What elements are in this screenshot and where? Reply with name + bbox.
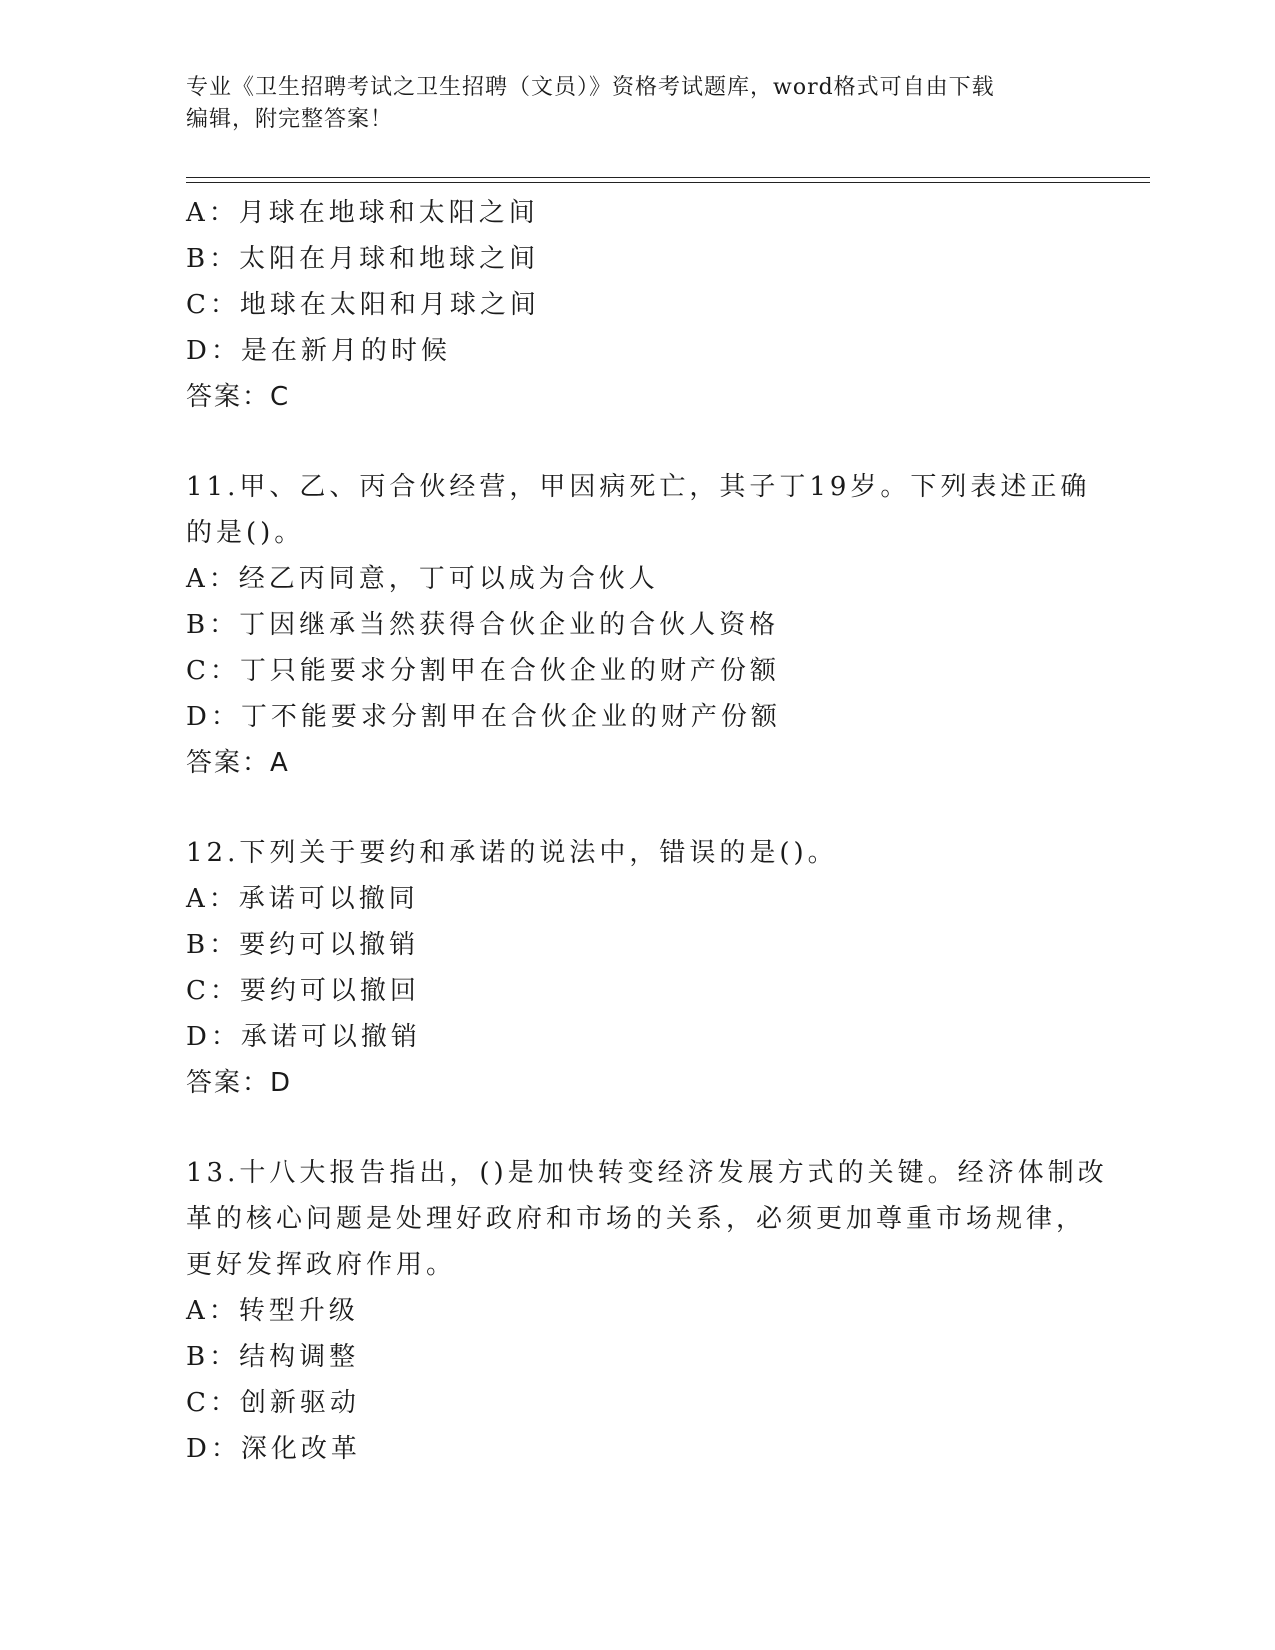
question-10	[186, 190, 1086, 420]
question-12	[186, 830, 1086, 1106]
option-d: D：是在新月的时候	[186, 336, 451, 366]
question-13	[186, 1150, 1108, 1472]
question-stem-continued: 更好发挥政府作用。	[186, 1250, 457, 1280]
document-header	[186, 72, 1086, 136]
question-spacer	[186, 420, 1086, 464]
option-c: C：丁只能要求分割甲在合伙企业的财产份额	[186, 656, 780, 686]
question-11	[186, 464, 1091, 786]
option-c: C：创新驱动	[186, 1388, 360, 1418]
option-a: A：经乙丙同意，丁可以成为合伙人	[186, 564, 659, 594]
option-d: D：深化改革	[186, 1434, 361, 1464]
question-spacer	[186, 786, 1086, 830]
answer-label: 答案：A	[186, 748, 290, 778]
answer-label: 答案：C	[186, 382, 291, 412]
question-spacer	[186, 1106, 1086, 1150]
option-a: A：月球在地球和太阳之间	[186, 198, 539, 228]
option-c: C：要约可以撤回	[186, 976, 420, 1006]
question-stem: 13.十八大报告指出，()是加快转变经济发展方式的关键。经济体制改	[186, 1158, 1108, 1188]
option-b: B：丁因继承当然获得合伙企业的合伙人资格	[186, 610, 780, 640]
question-stem-continued: 的是()。	[186, 518, 305, 548]
question-stem: 12.下列关于要约和承诺的说法中，错误的是()。	[186, 838, 838, 868]
option-d: D：丁不能要求分割甲在合伙企业的财产份额	[186, 702, 781, 732]
question-stem-continued: 革的核心问题是处理好政府和市场的关系，必须更加尊重市场规律，	[186, 1204, 1087, 1234]
option-b: B：结构调整	[186, 1342, 360, 1372]
question-stem: 11.甲、乙、丙合伙经营，甲因病死亡，其子丁19岁。下列表述正确	[186, 472, 1091, 502]
header-divider-bottom	[186, 182, 1150, 183]
question-list	[186, 190, 1108, 1472]
answer-label: 答案：D	[186, 1068, 293, 1098]
option-b: B：要约可以撤销	[186, 930, 420, 960]
option-b: B：太阳在月球和地球之间	[186, 244, 540, 274]
option-a: A：转型升级	[186, 1296, 359, 1326]
option-a: A：承诺可以撤同	[186, 884, 419, 914]
option-d: D：承诺可以撤销	[186, 1022, 421, 1052]
option-c: C：地球在太阳和月球之间	[186, 290, 540, 320]
header-line-2: 编辑，附完整答案！	[186, 107, 394, 132]
header-divider-top	[186, 177, 1150, 178]
header-line-1: 专业《卫生招聘考试之卫生招聘（文员）》资格考试题库，word格式可自由下载	[186, 75, 995, 100]
